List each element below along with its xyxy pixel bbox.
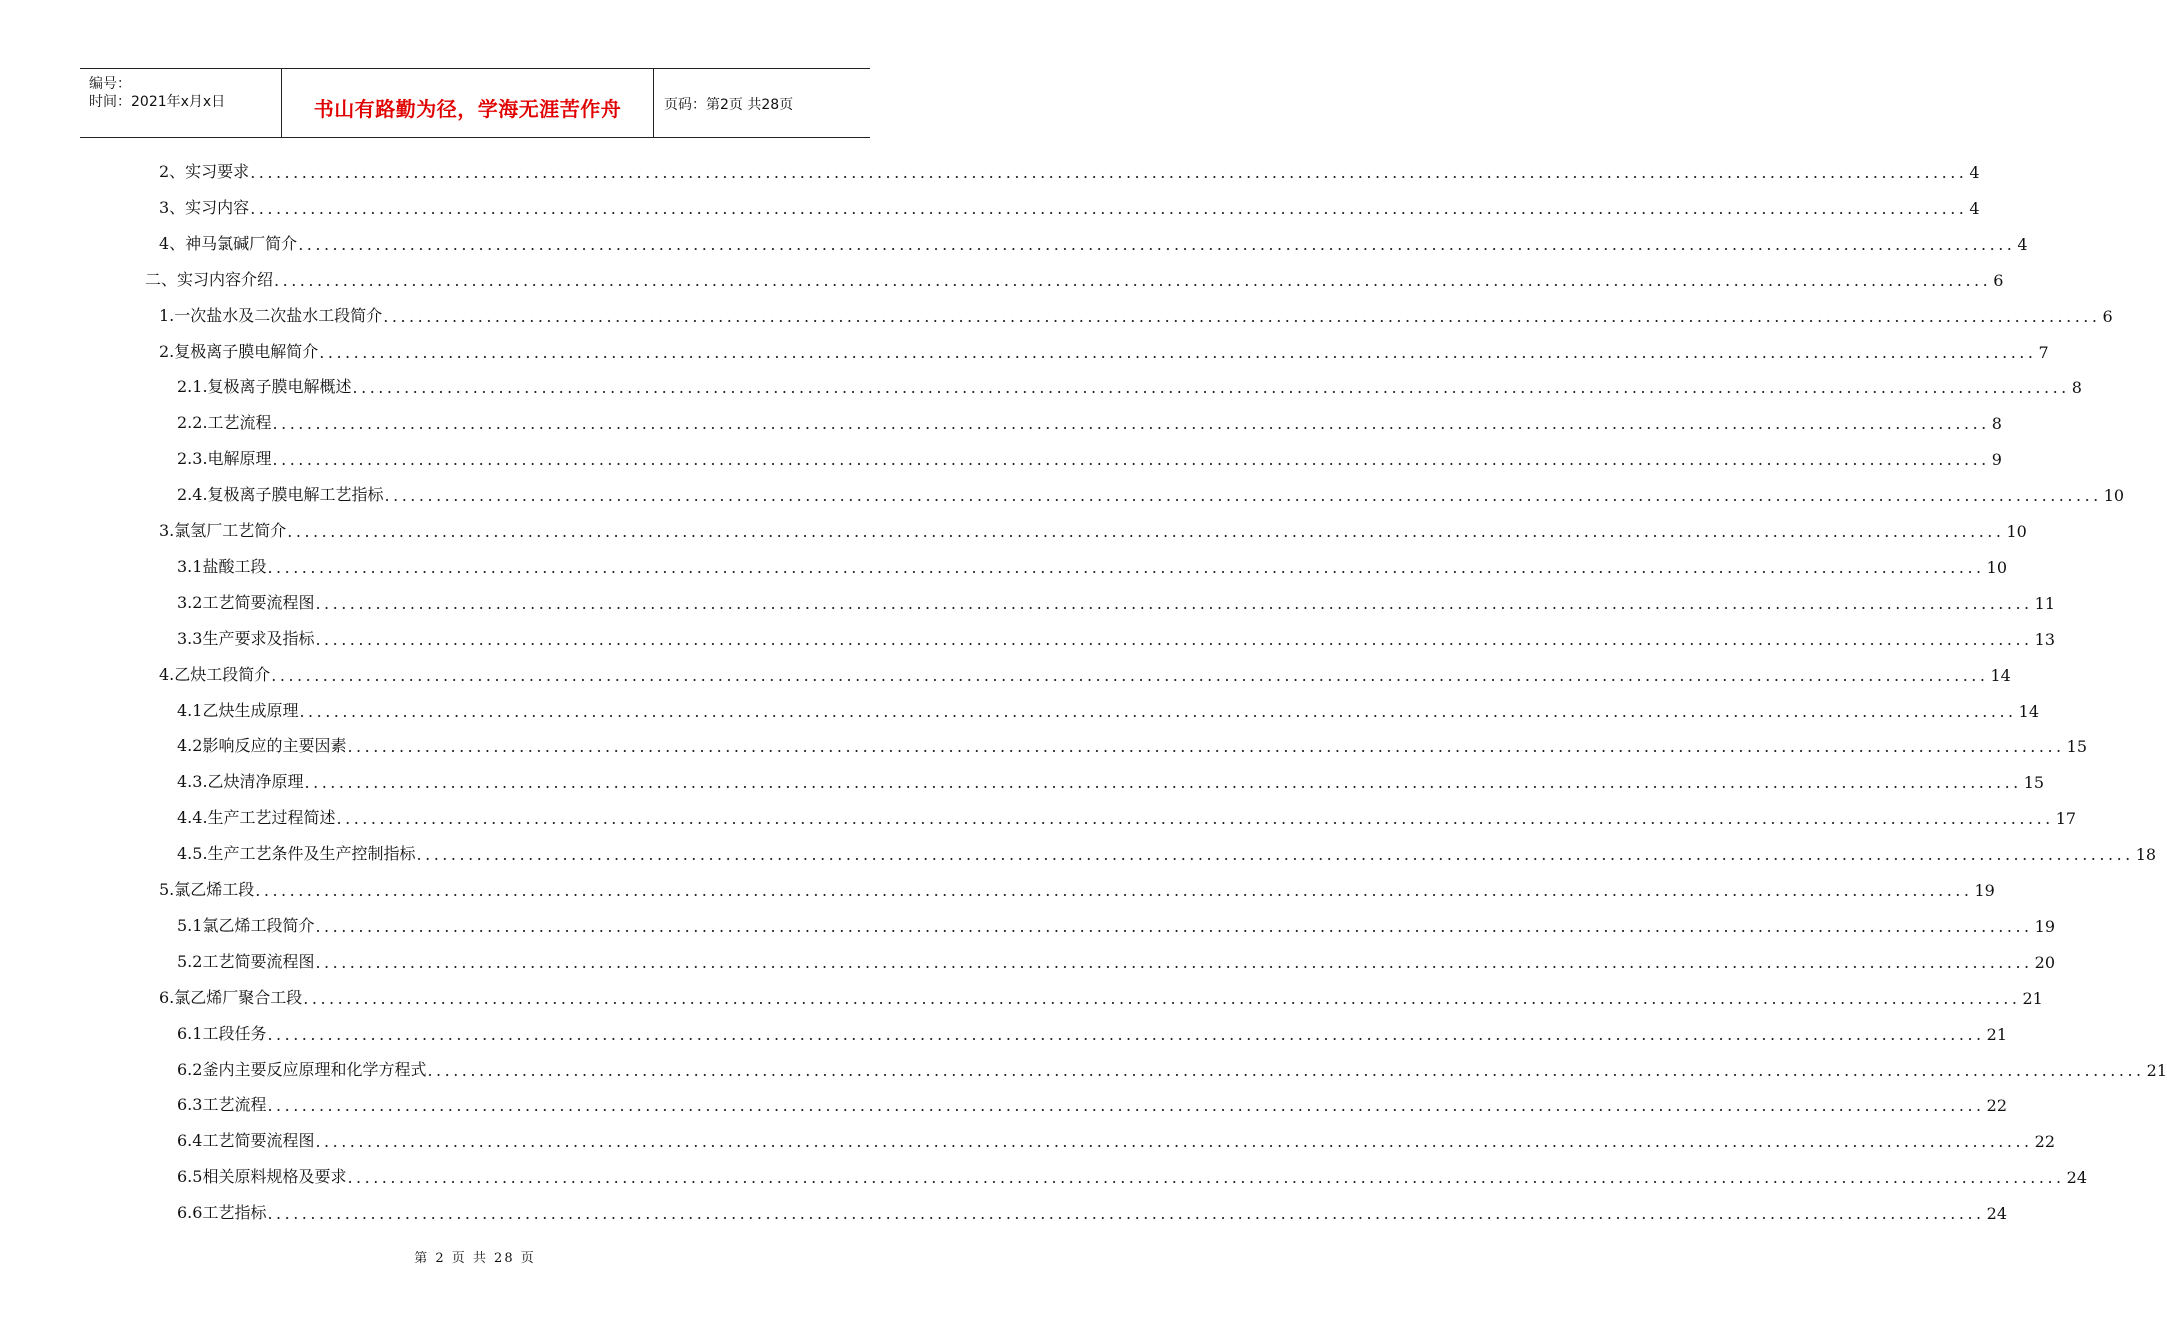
toc-dot-leader: ........................................................................................................................................................................................................	[272, 450, 1990, 470]
toc-entry-page: 15	[2023, 773, 2045, 793]
toc-dot-leader: ........................................................................................................................................................................................................	[315, 1132, 2033, 1152]
toc-entry-page: 4	[1969, 163, 1980, 182]
toc-entry-page: 4	[1969, 198, 1980, 218]
toc-dot-leader: ........................................................................................................................................................................................................	[271, 665, 1989, 685]
toc-dot-leader: ........................................................................................................................................................................................................	[416, 845, 2134, 865]
toc-dot-leader: ........................................................................................................................................................................................................	[267, 1024, 1985, 1044]
toc-entry[interactable]	[177, 1018, 2007, 1044]
toc-entry-title: 3.2工艺简要流程图	[177, 592, 315, 612]
toc-entry-page: 8	[1991, 414, 2002, 434]
toc-entry[interactable]	[177, 910, 2055, 936]
toc-entry[interactable]	[177, 695, 2039, 721]
toc-dot-leader: ........................................................................................................................................................................................................	[267, 1096, 1985, 1116]
toc-entry-page: 20	[2034, 952, 2055, 972]
toc-entry-title: 4.2影响反应的主要因素	[177, 736, 347, 756]
toc-dot-leader: ........................................................................................................................................................................................................	[383, 306, 2101, 326]
toc-dot-leader: ........................................................................................................................................................................................................	[315, 952, 2033, 972]
toc-entry-page: 4	[2017, 234, 2028, 254]
toc-entry[interactable]	[177, 371, 2082, 398]
toc-entry-title: 2、实习要求	[159, 162, 250, 181]
toc-dot-leader: ........................................................................................................................................................................................................	[267, 1204, 1985, 1224]
toc-dot-leader: ........................................................................................................................................................................................................	[303, 988, 2021, 1008]
toc-entry-title: 5.2工艺简要流程图	[177, 951, 315, 971]
toc-entry-page: 9	[1991, 450, 2002, 470]
toc-dot-leader: ........................................................................................................................................................................................................	[255, 881, 1973, 900]
toc-entry-title: 6.氯乙烯厂聚合工段	[159, 987, 303, 1007]
toc-entry-title: 3.氯氢厂工艺简介	[159, 521, 287, 540]
toc-entry[interactable]	[159, 228, 2028, 254]
toc-entry-title: 6.3工艺流程	[177, 1095, 267, 1115]
toc-entry-page: 8	[2071, 378, 2082, 398]
toc-entry-title: 3.1盐酸工段	[177, 556, 267, 576]
toc-entry-title: 4.4.生产工艺过程简述	[177, 808, 336, 828]
toc-dot-leader: ........................................................................................................................................................................................................	[315, 593, 2033, 613]
toc-entry[interactable]	[177, 1054, 2167, 1080]
toc-entry[interactable]	[177, 551, 2007, 577]
toc-entry[interactable]	[145, 264, 2004, 290]
toc-entry[interactable]	[177, 802, 2077, 829]
toc-entry-page: 6	[1993, 270, 2004, 290]
toc-entry-title: 4.1乙炔生成原理	[177, 700, 299, 720]
toc-entry-page: 15	[2066, 737, 2087, 757]
toc-entry-title: 6.4工艺简要流程图	[177, 1131, 315, 1151]
toc-dot-leader: ........................................................................................................................................................................................................	[384, 486, 2102, 506]
toc-entry-page: 19	[2034, 916, 2055, 936]
toc-entry-page: 14	[2018, 701, 2039, 721]
header-page-info: 页码：第2页 共28页	[664, 97, 794, 113]
toc-entry-title: 2.4.复极离子膜电解工艺指标	[177, 485, 384, 505]
toc-entry-page: 10	[2006, 522, 2027, 541]
toc-entry[interactable]	[159, 336, 2049, 362]
toc-entry-page: 22	[2034, 1132, 2055, 1152]
toc-entry-title: 6.1工段任务	[177, 1023, 267, 1043]
toc-entry[interactable]	[159, 300, 2113, 326]
toc-entry[interactable]	[177, 1125, 2055, 1152]
toc-entry[interactable]	[177, 1161, 2087, 1188]
toc-entry-page: 10	[2103, 486, 2125, 506]
page-footer: 第 2 页 共 28 页	[414, 1251, 536, 1266]
toc-entry-page: 11	[2034, 593, 2055, 613]
toc-entry[interactable]	[177, 1197, 2007, 1224]
toc-entry[interactable]	[177, 407, 2002, 434]
toc-entry-page: 6	[2102, 306, 2113, 326]
toc-entry-title: 6.5相关原料规格及要求	[177, 1167, 347, 1187]
toc-entry[interactable]	[159, 156, 1980, 182]
toc-entry-title: 1.一次盐水及二次盐水工段简介	[159, 305, 383, 325]
toc-dot-leader: ........................................................................................................................................................................................................	[427, 1060, 2145, 1080]
toc-entry-page: 14	[1990, 665, 2011, 685]
toc-entry-title: 5.氯乙烯工段	[159, 880, 255, 899]
toc-entry-page: 21	[2146, 1060, 2167, 1080]
toc-entry-title: 2.复极离子膜电解简介	[159, 341, 319, 361]
toc-entry[interactable]	[159, 515, 2027, 541]
toc-entry-title: 6.2釜内主要反应原理和化学方程式	[177, 1059, 427, 1079]
toc-dot-leader: ........................................................................................................................................................................................................	[336, 809, 2054, 829]
toc-entry-title: 4.5.生产工艺条件及生产控制指标	[177, 844, 416, 864]
toc-entry[interactable]	[177, 587, 2055, 613]
toc-entry[interactable]	[177, 946, 2055, 972]
toc-entry[interactable]	[177, 838, 2157, 865]
toc-entry-title: 2.2.工艺流程	[177, 413, 272, 433]
toc-dot-leader: ........................................................................................................................................................................................................	[274, 270, 1992, 290]
toc-dot-leader: ........................................................................................................................................................................................................	[315, 629, 2033, 649]
toc-entry-page: 13	[2034, 629, 2055, 649]
toc-entry-page: 19	[1974, 881, 1995, 900]
toc-entry-page: 21	[1986, 1024, 2007, 1044]
toc-dot-leader: ........................................................................................................................................................................................................	[287, 522, 2005, 541]
toc-entry[interactable]	[159, 659, 2011, 685]
toc-entry[interactable]	[177, 479, 2125, 506]
toc-dot-leader: ........................................................................................................................................................................................................	[347, 1168, 2065, 1188]
toc-entry-page: 24	[2066, 1168, 2087, 1188]
toc-dot-leader: ........................................................................................................................................................................................................	[319, 342, 2037, 362]
toc-entry-page: 10	[1986, 557, 2007, 577]
toc-dot-leader: ........................................................................................................................................................................................................	[299, 701, 2017, 721]
toc-entry[interactable]	[177, 730, 2087, 757]
toc-dot-leader: ........................................................................................................................................................................................................	[315, 916, 2033, 936]
toc-entry-title: 4、神马氯碱厂简介	[159, 233, 298, 253]
toc-entry[interactable]	[177, 766, 2045, 793]
toc-entry-page: 21	[2022, 988, 2043, 1008]
toc-entry-title: 3、实习内容	[159, 197, 250, 217]
toc-entry[interactable]	[159, 874, 1995, 900]
toc-dot-leader: ........................................................................................................................................................................................................	[352, 378, 2070, 398]
toc-entry[interactable]	[177, 1089, 2007, 1116]
toc-entry-title: 2.3.电解原理	[177, 449, 272, 469]
toc-entry-page: 18	[2135, 845, 2157, 865]
toc-dot-leader: ........................................................................................................................................................................................................	[267, 557, 1985, 577]
toc-entry[interactable]	[177, 443, 2002, 470]
toc-entry-title: 5.1氯乙烯工段简介	[177, 915, 315, 935]
toc-entry[interactable]	[159, 982, 2043, 1008]
toc-entry-title: 3.3生产要求及指标	[177, 628, 315, 648]
toc-entry-title: 4.3.乙炔清净原理	[177, 772, 304, 792]
toc-entry[interactable]	[159, 192, 1980, 218]
toc-entry-title: 6.6工艺指标	[177, 1203, 267, 1223]
toc-entry-title: 4.乙炔工段简介	[159, 664, 271, 684]
toc-dot-leader: ........................................................................................................................................................................................................	[250, 163, 1968, 182]
toc-entry-page: 7	[2038, 342, 2049, 362]
toc-dot-leader: ........................................................................................................................................................................................................	[304, 773, 2022, 793]
toc-entry-title: 2.1.复极离子膜电解概述	[177, 377, 352, 397]
toc-entry-page: 17	[2055, 809, 2077, 829]
toc-dot-leader: ........................................................................................................................................................................................................	[250, 198, 1968, 218]
toc-entry-title: 二、实习内容介绍	[145, 269, 274, 289]
toc-entry-page: 22	[1986, 1096, 2007, 1116]
toc-dot-leader: ........................................................................................................................................................................................................	[272, 414, 1990, 434]
toc-dot-leader: ........................................................................................................................................................................................................	[347, 737, 2065, 757]
toc-entry[interactable]	[177, 623, 2055, 649]
toc-dot-leader: ........................................................................................................................................................................................................	[298, 234, 2016, 254]
toc-entry-page: 24	[1986, 1204, 2007, 1224]
document-time-label: 时间：2021年x月x日	[89, 94, 226, 110]
document-code-label: 编号：	[89, 76, 131, 92]
header-motto: 书山有路勤为径，学海无涯苦作舟	[313, 97, 622, 121]
